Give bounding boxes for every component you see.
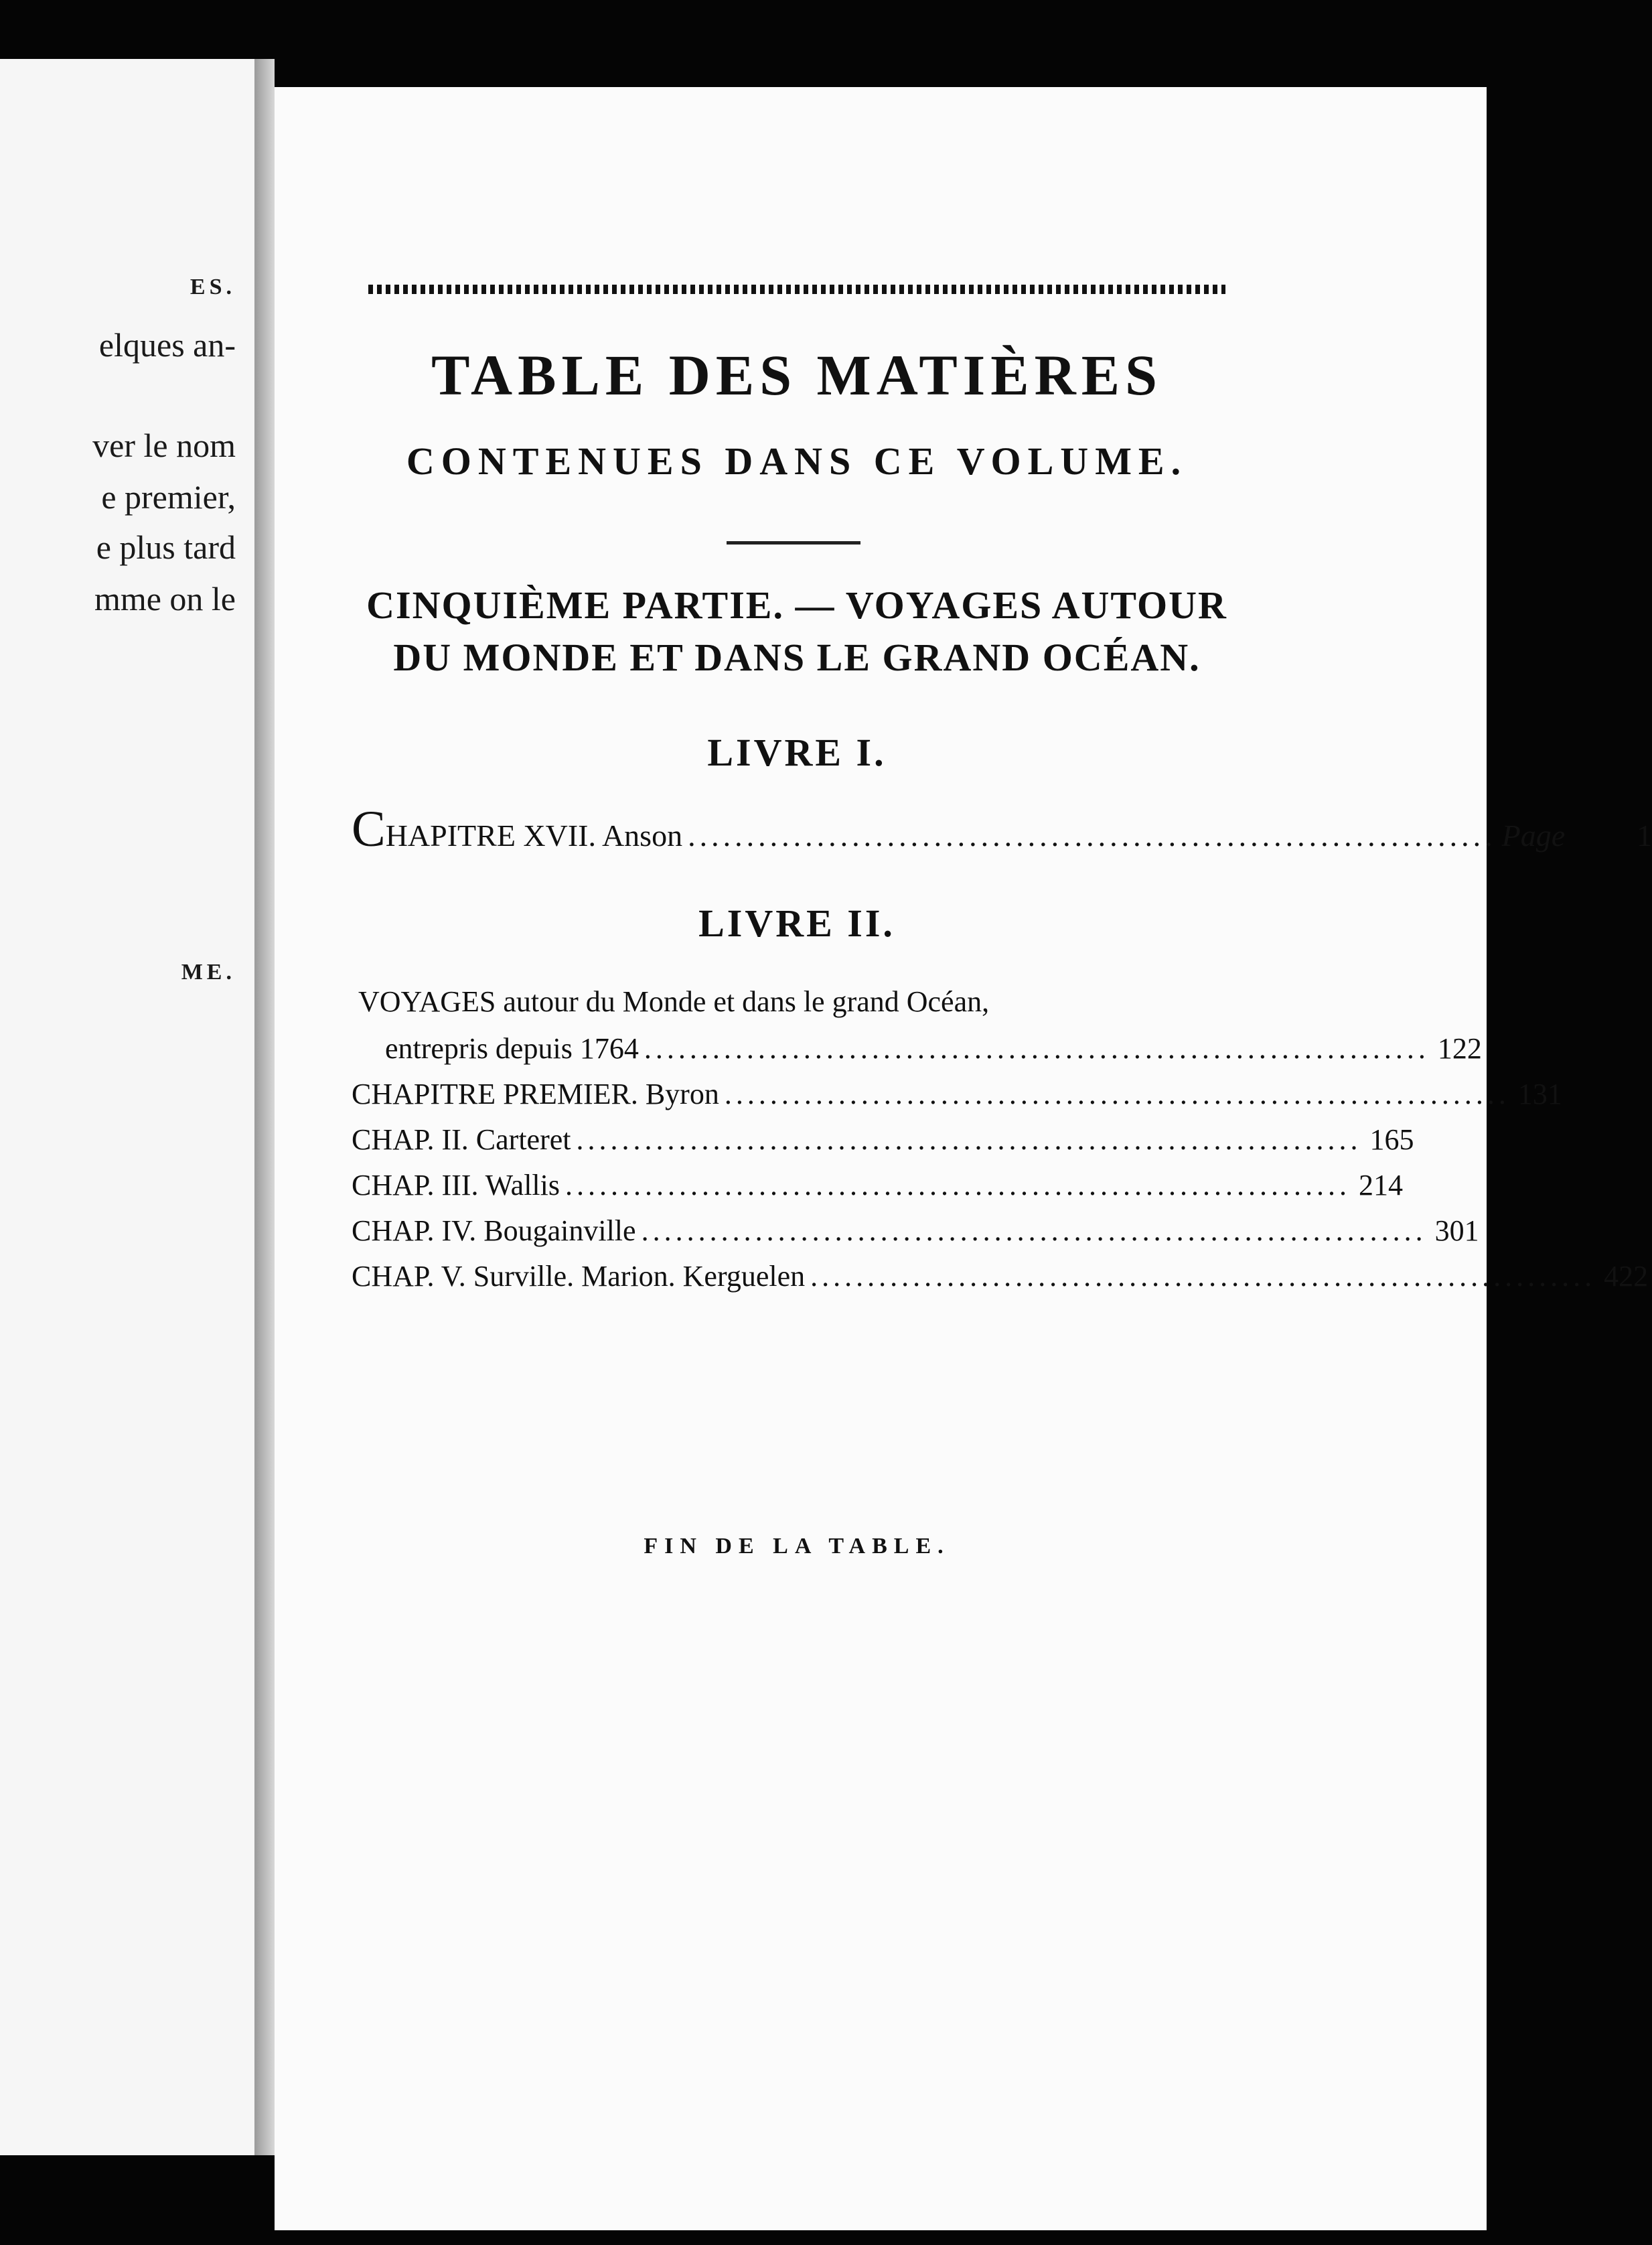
left-text-fragment: e plus tard: [96, 528, 236, 566]
leader-dots: .....................................................................: [810, 1260, 1596, 1293]
left-text-fragment: e premier,: [101, 478, 236, 516]
left-text-fragment: mme on le: [94, 580, 236, 618]
toc-entry-label: CHAP. V. Surville. Marion. Kerguelen: [352, 1260, 806, 1293]
toc-entry: [352, 1214, 1479, 1259]
book-gutter: [254, 59, 275, 2155]
toc-entry: [352, 1077, 1562, 1122]
page-title: TABLE DES MATIÈRES: [431, 343, 1162, 407]
page-number: 122: [1437, 1032, 1482, 1065]
toc-entry-label: CHAP. IV. Bougainville: [352, 1214, 636, 1247]
page-number: 131: [1517, 1078, 1562, 1110]
page-number: 214: [1359, 1169, 1403, 1202]
part-heading: [362, 579, 1232, 684]
divider: [727, 541, 860, 545]
left-page-fragment: [0, 59, 254, 2155]
book1-heading: LIVRE I.: [707, 731, 887, 774]
leader-dots: .....................................................................: [644, 1032, 1430, 1065]
toc-entry-label: CHAP. II. Carteret: [352, 1123, 571, 1156]
part-heading-line2: DU MONDE ET DANS LE GRAND OCÉAN.: [393, 636, 1201, 679]
leader-dots: .....................................................................: [724, 1078, 1510, 1110]
toc-entry: [352, 1168, 1403, 1214]
toc-entry-label: [352, 800, 682, 859]
left-text-fragment: ES.: [190, 275, 236, 299]
left-text-fragment: ver le nom: [92, 427, 236, 464]
page-number: 422: [1604, 1260, 1649, 1293]
toc-entry-label: CHAP. III. Wallis: [352, 1169, 560, 1202]
page-number: 301: [1434, 1214, 1479, 1247]
chapter-title: HAPITRE XVII. Anson: [385, 818, 683, 853]
dotted-rule: [368, 285, 1225, 294]
left-text-fragment: elques an-: [98, 326, 236, 364]
page-number: 165: [1369, 1123, 1414, 1156]
part-heading-line1: CINQUIÈME PARTIE. — VOYAGES AUTOUR: [366, 583, 1227, 627]
leader-dots: .....................................................................: [641, 1214, 1427, 1247]
page-word: Page: [1501, 818, 1566, 853]
drop-initial: C: [352, 801, 386, 857]
toc-entry: [352, 1259, 1649, 1305]
toc-entry-label: CHAPITRE PREMIER. Byron: [352, 1078, 719, 1110]
page-number: 1: [1637, 818, 1652, 853]
toc-list: [352, 1031, 1649, 1305]
page-subtitle: CONTENUES DANS CE VOLUME.: [406, 439, 1188, 483]
toc-entry-label: entrepris depuis 1764: [385, 1032, 639, 1065]
end-of-table: FIN DE LA TABLE.: [644, 1534, 950, 1559]
toc-entry: [352, 1031, 1482, 1077]
leader-dots: .....................................................................: [576, 1123, 1362, 1156]
book2-heading: LIVRE II.: [698, 901, 895, 945]
toc-entry-chapter17: [352, 800, 1652, 857]
leader-dots: .....................................................................: [688, 818, 1497, 853]
toc-intro-line: VOYAGES autour du Monde et dans le grand Océan,: [358, 985, 990, 1018]
leader-dots: .....................................................................: [565, 1169, 1351, 1202]
left-text-fragment: ME.: [181, 960, 236, 985]
toc-entry: [352, 1122, 1414, 1168]
